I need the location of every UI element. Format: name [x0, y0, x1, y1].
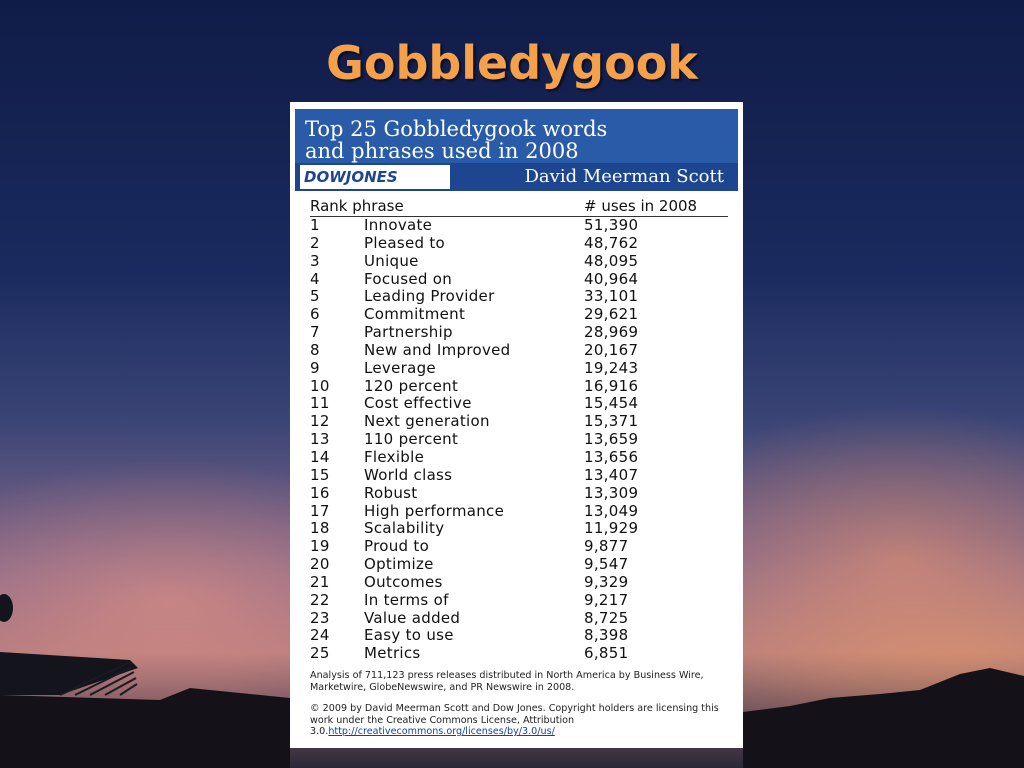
rank-cell: 6 — [310, 305, 320, 324]
analysis-note: Analysis of 711,123 press releases distributed in North America by Business Wire, Marketwire, GlobeNewswire, and PR Newswire in 2008. — [310, 670, 704, 693]
author-name: David Meerman Scott — [524, 166, 724, 187]
phrase-cell: 120 percent — [364, 376, 459, 395]
table-row — [310, 520, 728, 538]
uses-cell: 48,095 — [584, 251, 639, 270]
phrase-cell: Leverage — [364, 358, 436, 377]
ranking-table — [310, 197, 728, 663]
rank-cell: 1 — [310, 216, 320, 234]
table-row — [310, 342, 728, 360]
uses-cell: 13,659 — [584, 430, 639, 449]
table-row — [310, 306, 728, 324]
uses-cell: 13,656 — [584, 447, 639, 466]
rank-cell: 16 — [310, 483, 330, 502]
rank-cell: 14 — [310, 447, 330, 466]
phrase-cell: High performance — [364, 501, 505, 520]
phrase-cell: New and Improved — [364, 340, 511, 359]
table-row — [310, 324, 728, 342]
rank-cell: 25 — [310, 644, 330, 663]
rank-cell: 21 — [310, 572, 330, 591]
phrase-cell: 110 percent — [364, 430, 459, 449]
table-row — [310, 467, 728, 485]
uses-cell: 48,762 — [584, 233, 639, 252]
banner-strip — [295, 163, 738, 191]
phrase-cell: Unique — [364, 251, 419, 270]
table-row — [310, 217, 728, 235]
uses-cell: 19,243 — [584, 358, 639, 377]
gobbledygook-card — [290, 102, 743, 748]
phrase-cell: Metrics — [364, 644, 421, 663]
dowjones-logo: DOWJONES — [300, 165, 450, 189]
rank-cell: 5 — [310, 287, 320, 306]
table-row — [310, 538, 728, 556]
table-row — [310, 485, 728, 503]
rank-cell: 8 — [310, 340, 320, 359]
phrase-cell: Robust — [364, 483, 418, 502]
phrase-cell: Next generation — [364, 412, 490, 431]
rank-cell: 7 — [310, 323, 320, 342]
card-banner — [295, 109, 738, 191]
slide-title: Gobbledygook — [326, 36, 698, 90]
copyright-note — [310, 703, 728, 738]
rank-cell: 12 — [310, 412, 330, 431]
uses-cell: 8,398 — [584, 626, 629, 645]
phrase-cell: Outcomes — [364, 572, 443, 591]
uses-cell: 15,371 — [584, 412, 639, 431]
table-row — [310, 503, 728, 521]
uses-cell: 16,916 — [584, 376, 639, 395]
uses-cell: 33,101 — [584, 287, 639, 306]
header-uses: # uses in 2008 — [584, 197, 698, 215]
phrase-cell: Flexible — [364, 447, 425, 466]
header-rank-phrase: Rank phrase — [310, 197, 404, 215]
phrase-cell: Partnership — [364, 323, 453, 342]
table-row — [310, 574, 728, 592]
phrase-cell: World class — [364, 465, 453, 484]
rank-cell: 20 — [310, 555, 330, 574]
banner-title-line2: and phrases used in 2008 — [305, 139, 579, 163]
banner-title-line1: Top 25 Gobbledygook words — [305, 117, 608, 141]
uses-cell: 20,167 — [584, 340, 639, 359]
uses-cell: 28,969 — [584, 323, 639, 342]
phrase-cell: Value added — [364, 608, 461, 627]
rank-cell: 19 — [310, 537, 330, 556]
table-row — [310, 645, 728, 663]
phrase-cell: Easy to use — [364, 626, 454, 645]
rank-cell: 2 — [310, 233, 320, 252]
table-row — [310, 288, 728, 306]
uses-cell: 9,217 — [584, 590, 629, 609]
phrase-cell: Proud to — [364, 537, 430, 556]
rank-cell: 3 — [310, 251, 320, 270]
phrase-cell: Pleased to — [364, 233, 446, 252]
rank-cell: 10 — [310, 376, 330, 395]
phrase-cell: Cost effective — [364, 394, 472, 413]
rank-cell: 11 — [310, 394, 330, 413]
table-row — [310, 378, 728, 396]
table-row — [310, 413, 728, 431]
table-row — [310, 556, 728, 574]
rank-cell: 23 — [310, 608, 330, 627]
copyright-text: © 2009 by David Meerman Scott and Dow Jones. Copyright holders are licensing this work under the Creative Commons License, Attribution 3.0. — [310, 703, 719, 738]
uses-cell: 40,964 — [584, 269, 639, 288]
table-row — [310, 592, 728, 610]
table-row — [310, 360, 728, 378]
phrase-cell: Commitment — [364, 305, 466, 324]
uses-cell: 8,725 — [584, 608, 629, 627]
uses-cell: 6,851 — [584, 644, 629, 663]
table-row — [310, 271, 728, 289]
table-row — [310, 627, 728, 645]
license-link[interactable]: http://creativecommons.org/licenses/by/3.0/us/ — [328, 726, 555, 738]
uses-cell: 9,329 — [584, 572, 629, 591]
uses-cell: 15,454 — [584, 394, 639, 413]
rank-cell: 17 — [310, 501, 330, 520]
table-header — [310, 197, 728, 217]
uses-cell: 13,309 — [584, 483, 639, 502]
rank-cell: 24 — [310, 626, 330, 645]
rank-cell: 15 — [310, 465, 330, 484]
table-row — [310, 431, 728, 449]
rank-cell: 22 — [310, 590, 330, 609]
uses-cell: 13,407 — [584, 465, 639, 484]
uses-cell: 11,929 — [584, 519, 639, 538]
uses-cell: 29,621 — [584, 305, 639, 324]
uses-cell: 9,877 — [584, 537, 629, 556]
phrase-cell: Focused on — [364, 269, 453, 288]
phrase-cell: In terms of — [364, 590, 449, 609]
table-row — [310, 449, 728, 467]
phrase-cell: Leading Provider — [364, 287, 495, 306]
table-body — [310, 217, 728, 663]
table-row — [310, 235, 728, 253]
rank-cell: 9 — [310, 358, 320, 377]
uses-cell: 13,049 — [584, 501, 639, 520]
phrase-cell: Innovate — [364, 216, 433, 234]
table-row — [310, 610, 728, 628]
uses-cell: 51,390 — [584, 216, 639, 234]
banner-title — [305, 118, 735, 162]
rank-cell: 4 — [310, 269, 320, 288]
rank-cell: 18 — [310, 519, 330, 538]
table-row — [310, 253, 728, 271]
phrase-cell: Optimize — [364, 555, 434, 574]
table-row — [310, 395, 728, 413]
rank-cell: 13 — [310, 430, 330, 449]
phrase-cell: Scalability — [364, 519, 445, 538]
uses-cell: 9,547 — [584, 555, 629, 574]
